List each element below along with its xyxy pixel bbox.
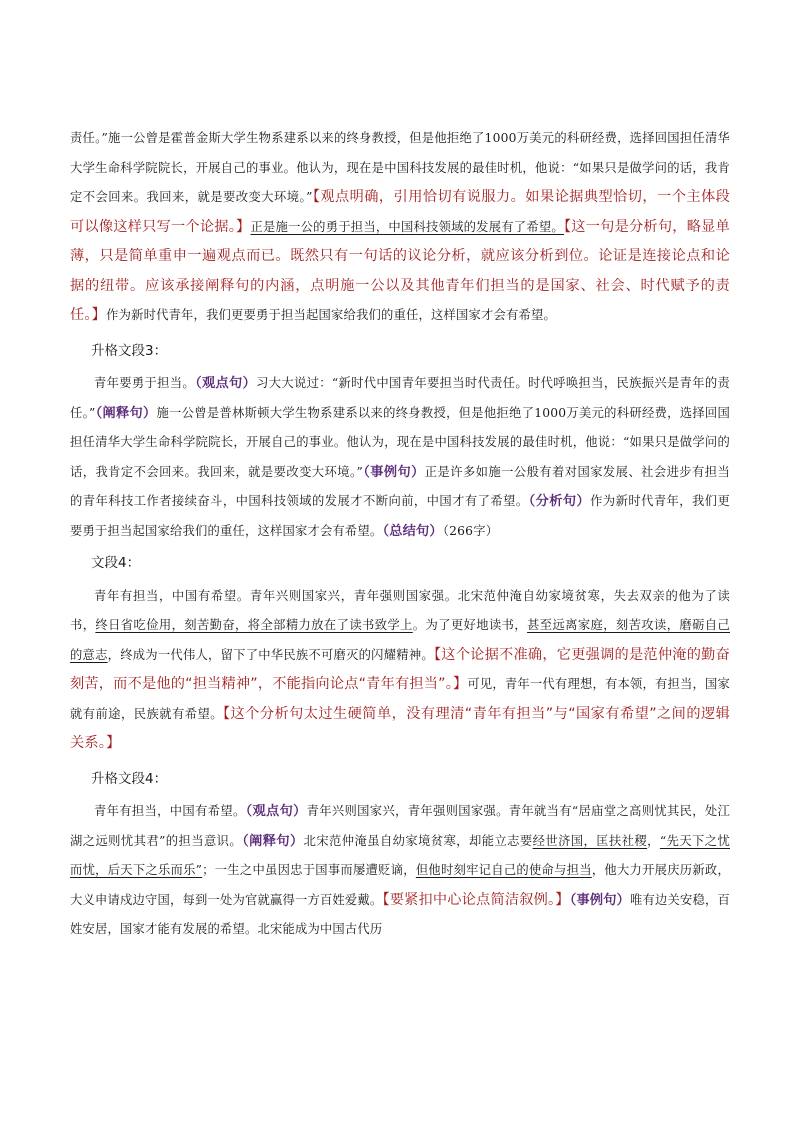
underlined-text: 但他时刻牢记自己的使命与担当 (415, 863, 592, 877)
sentence-type-tag: （事例句） (363, 464, 425, 480)
body-text: ；一生之中虽因忠于国事而屡遭贬谪， (202, 863, 416, 877)
paragraph-4-original (70, 582, 730, 759)
section-heading-paragraph-4: 文段4： (91, 555, 141, 571)
section-heading-upgrade-3: 升格文段3： (91, 342, 168, 359)
body-text: 施一公曾是普林斯顿大学生物系建系以来的终身教授，但是他拒绝了1000万美元的科研经费，选择回国担任清华大学生命科学院院长，开展自己的事业。他认为，现在是中国科技发展的最佳时机，他说：“如果只是做学问的话，我肯定不会回来。我回来，就是要改变大环境。” (70, 405, 730, 479)
paragraph-shi-yigong-original (70, 124, 730, 331)
word-count: （266字） (442, 523, 499, 538)
sentence-type-tag: （总结句） (382, 523, 443, 539)
teacher-comment: 【这一句是分析句，略显单薄，只是简单重申一遍观点而已。既然只有一句话的议论分析，就应该分析到位。论证是连接论点和论据的纽带。应该承接阐释句的内涵，点明施一公以及其他青年们担当的是国家、社会、时代赋予的责任。】 (70, 218, 730, 323)
body-text: 青年有担当，中国有希望。青年兴则国家兴，青年强则国家强。北宋范仲淹自幼家境贫寒，失去双亲的他为了读书， (70, 588, 730, 632)
sentence-type-tag: （观点句） (245, 804, 307, 819)
body-text: 习大大说过：“新时代中国青年要担当时代责任。时代呼唤担当，民族振兴是青年的责任。” (70, 376, 731, 420)
underlined-text: 甚至远离家庭，刻苦攻读，磨砺自己的意志 (70, 618, 730, 662)
sentence-type-tag: （分析句） (528, 494, 591, 509)
document-page (70, 124, 730, 945)
body-text: 作为新时代青年，我们更要勇于担当起国家给我们的重任，这样国家才会有希望。 (106, 308, 556, 322)
sentence-type-tag: （阐释句） (95, 405, 157, 421)
underlined-quote: “先天下之忧而忧，后天下之乐而乐” (70, 833, 730, 877)
body-text: 青年兴则国家兴，青年强则国家强。青年就当有“居庙堂之高则忧其民，处江湖之远则忧其君”的担当意识。 (70, 804, 731, 848)
body-text: ，他大力开展庆历新政，大义申请戍边守国，每到一处为官就赢得一方百姓爱戴。 (70, 863, 730, 907)
teacher-comment: 【这个论据不准确，它更强调的是范仲淹的勤奋刻苦，而不是他的“担当精神”，不能指向论点“青年有担当”。】 (70, 646, 730, 692)
body-text: 青年有担当，中国有希望。 (94, 804, 246, 818)
body-text: ，终成为一代伟人，留下了中华民族不可磨灭的闪耀精神。 (107, 647, 434, 662)
body-text: 唯有边关安稳，百姓安居，国家才能有发展的希望。北宋能成为中国古代历 (70, 892, 730, 936)
body-text: 作为新时代青年，我们更要勇于担当起国家给我们的重任，这样国家才会有希望。 (70, 494, 731, 538)
underlined-analysis-text: 正是施一公的勇于担当，中国科技领域的发展有了希望。 (250, 219, 564, 234)
teacher-comment: 【要紧扣中心论点简洁叙例。】 (382, 891, 570, 908)
body-text: 青年要勇于担当。 (94, 376, 196, 390)
sentence-type-tag: （事例句） (569, 892, 631, 908)
teacher-comment: 【观点明确，引用恰切有说服力。如果论据典型恰切，一个主体段可以像这样只写一个论据。】 (70, 189, 730, 235)
body-text: 正是许多如施一公般有着对国家发展、社会进步有担当的青年科技工作者接续奋斗，中国科技领域的发展才不断向前，中国才有了希望。 (70, 464, 730, 508)
body-text: 。为了更好地读书， (412, 618, 528, 632)
underlined-text: 经世济国，匡扶社稷 (532, 833, 648, 848)
body-text: 可见，青年一代有理想，有本领，有担当，国家就有前途，民族就有希望。 (70, 677, 730, 721)
body-text: 责任。”施一公曾是霍普金斯大学生物系建系以来的终身教授，但是他拒绝了1000万美元的科研经费，选择回国担任清华大学生命科学院院长，开展自己的事业。他认为，现在是中国科技发展的最佳时机，他说：“如果只是做学问的话，我肯定不会回来。我回来，就是要改变大环境。” (70, 131, 730, 204)
section-heading-upgrade-4: 升格文段4： (91, 770, 168, 787)
sentence-type-tag: （阐释句） (242, 833, 304, 849)
paragraph-upgrade-3 (70, 369, 730, 546)
underlined-text: 终日省吃俭用，刻苦勤奋，将全部精力放在了读书致学上 (95, 618, 413, 632)
sentence-type-tag: （观点句） (195, 376, 257, 391)
body-text: 北宋范仲淹虽自幼家境贫寒，却能立志要 (303, 833, 533, 848)
paragraph-upgrade-4 (70, 797, 730, 945)
teacher-comment: 【这个分析句太过生硬简单，没有理清“青年有担当”与“国家有希望”之间的逻辑关系。】 (70, 705, 730, 751)
body-text: ， (647, 833, 660, 848)
